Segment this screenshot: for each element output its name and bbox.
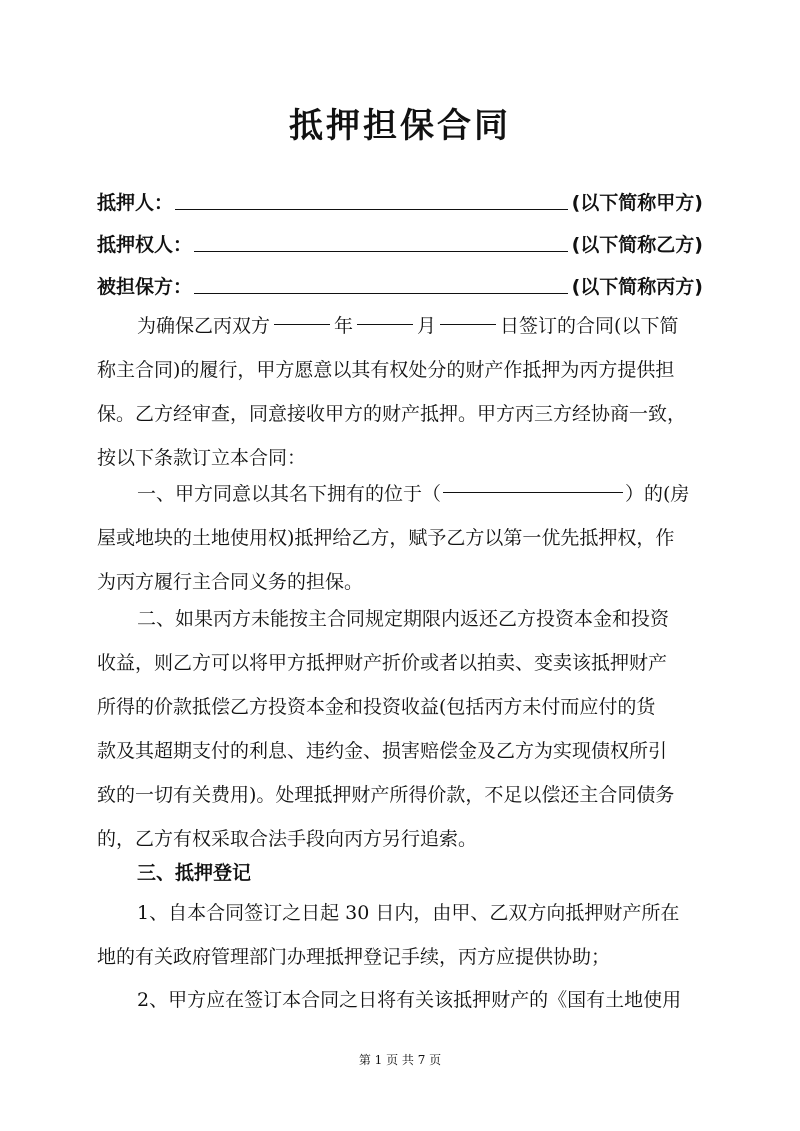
- party-suffix: (以下简称乙方): [571, 234, 703, 256]
- fill-in-blank[interactable]: [175, 208, 568, 210]
- party-label: 抵押人：: [97, 192, 174, 214]
- document-title: 抵押担保合同: [289, 106, 511, 146]
- day-blank[interactable]: [440, 304, 496, 325]
- section-3-item-2: 2、甲方应在签订本合同之日将有关该抵押财产的《国有土地使用: [137, 989, 682, 1011]
- party-pledgee: [97, 227, 703, 257]
- party-guaranteed: [97, 269, 703, 299]
- page-footer: 第 1 页 共 7 页: [358, 1053, 442, 1067]
- party-suffix: (以下简称丙方): [571, 276, 703, 298]
- fill-in-blank[interactable]: [194, 250, 568, 252]
- party-label: 被担保方：: [97, 276, 193, 298]
- party-label: 抵押权人：: [97, 234, 193, 256]
- clause-1-paragraph: 一、甲方同意以其名下拥有的位于（ ）的(房 屋或地块的土地使用权)抵押给乙方，赋予乙方以第一优先抵押权，作 为丙方履行主合同义务的担保。: [97, 472, 703, 604]
- year-blank[interactable]: [274, 304, 330, 325]
- section-3-heading: 三、抵押登记: [137, 862, 252, 884]
- intro-paragraph: 为确保乙丙双方 年 月 日签订的合同(以下简 称主合同)的履行，甲方愿意以其有权处分的财产作抵押为丙方提供担 保。乙方经审查，同意接收甲方的财产抵押。甲方丙三方经协商一致， 按以下条款订立本合同：: [97, 304, 703, 480]
- fill-in-blank[interactable]: [194, 292, 568, 294]
- clause-2-paragraph: 二、如果丙方未能按主合同规定期限内返还乙方投资本金和投资 收益，则乙方可以将甲方抵押财产折价或者以拍卖、变卖该抵押财产 所得的价款抵偿乙方投资本金和投资收益(包括丙方未付而应付的货 款及其超期支付的利息、违约金、损害赔偿金及乙方为实现债权所引 致的一切有关费用)。处理抵押财产所得价款，不足以偿还主合同债务 的，乙方有权采取合法手段向丙方另行追索。: [97, 608, 675, 850]
- location-blank[interactable]: [443, 472, 623, 493]
- section-3-item-1: 1、自本合同签订之日起 30 日内，由甲、乙双方向抵押财产所在 地的有关政府管理部门办理抵押登记手续，丙方应提供协助；: [97, 902, 680, 968]
- party-pledgor: [97, 185, 703, 215]
- month-blank[interactable]: [357, 304, 413, 325]
- party-suffix: (以下简称甲方): [571, 192, 703, 214]
